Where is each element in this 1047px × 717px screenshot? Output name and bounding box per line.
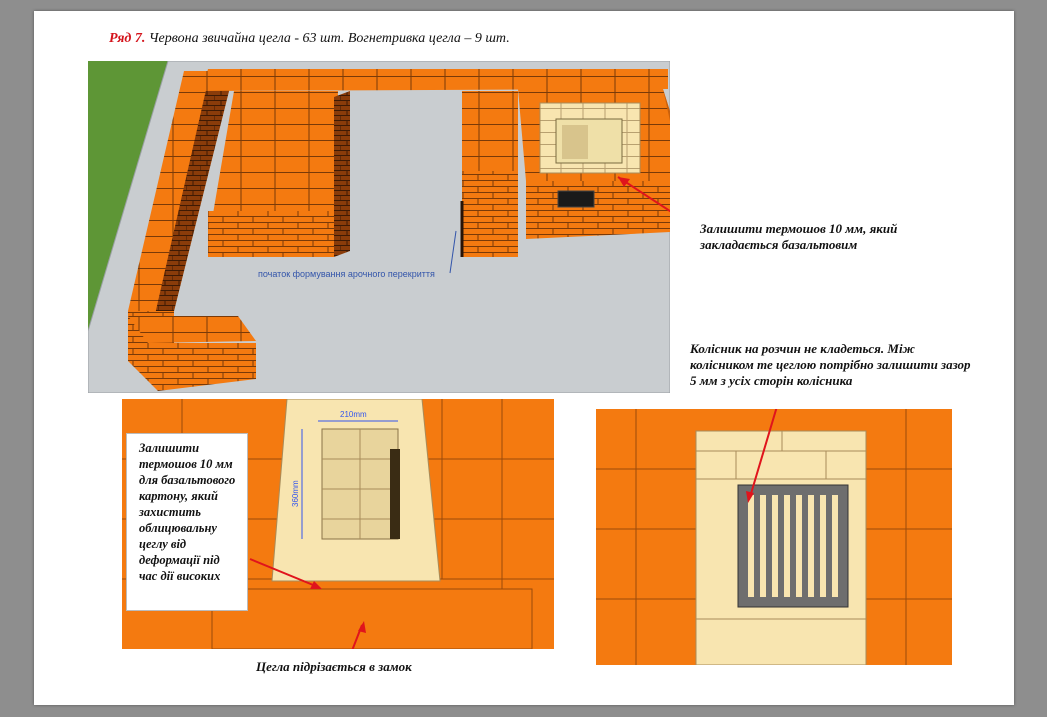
grate-detail-figure [596, 409, 952, 665]
middle-pillar-face [462, 171, 518, 257]
front-left-block [128, 316, 256, 343]
width-dim-label: 210mm [340, 410, 367, 419]
document-page [34, 11, 1014, 705]
row-number: Ряд 7. [109, 31, 146, 46]
lock-cut-note: Цегла підрізається в замок [256, 659, 412, 674]
back-wall-top [202, 69, 668, 91]
middle-pillar-top [462, 91, 518, 171]
inner-left-dark [334, 91, 350, 257]
height-dim-label: 360mm [291, 480, 300, 507]
thermal-gap-note: Залишити термошов 10 мм, який закладається базальтовим [700, 221, 898, 252]
row-title [109, 31, 510, 47]
inner-firebox [562, 125, 588, 159]
grate-iron [738, 485, 848, 607]
ash-door [558, 191, 594, 207]
cardboard-callout: Залишити термошов 10 мм для базальтового картону, який захистить облицювальну цеглу від деформації під час дії високих [126, 433, 248, 611]
stove-3d-figure [88, 61, 670, 393]
detail-front-row [212, 589, 532, 649]
detail-chamber-slot [390, 449, 400, 539]
materials-text: Червона звичайна цегла - 63 шт. Вогнетривка цегла – 9 шт. [148, 31, 510, 46]
inner-left-face [208, 211, 334, 257]
grate-note: Колісник на розчин не кладеться. Між колісником те цеглою потрібно залишити зазор 5 мм з усіх сторін колісника [690, 341, 971, 388]
firebox-front-face [526, 181, 670, 239]
arch-label: початок формування арочного перекриття [258, 269, 435, 279]
